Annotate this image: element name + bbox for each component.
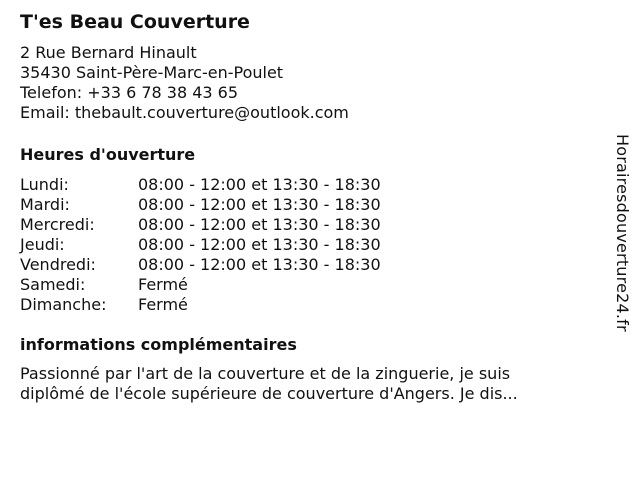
street-address: 2 Rue Bernard Hinault xyxy=(20,43,197,62)
day-label: Jeudi: xyxy=(20,235,65,254)
day-hours: 08:00 - 12:00 et 13:30 - 18:30 xyxy=(138,215,381,234)
day-label: Dimanche: xyxy=(20,295,107,314)
day-hours: 08:00 - 12:00 et 13:30 - 18:30 xyxy=(138,175,381,194)
business-name: T'es Beau Couverture xyxy=(20,11,250,33)
table-row xyxy=(20,175,381,195)
hours-table xyxy=(20,175,381,315)
info-description xyxy=(20,364,590,404)
table-row xyxy=(20,255,381,275)
day-hours: Fermé xyxy=(138,295,188,314)
hours-heading: Heures d'ouverture xyxy=(20,145,196,164)
email-address[interactable]: Email: thebault.couverture@outlook.com xyxy=(20,103,349,122)
day-label: Lundi: xyxy=(20,175,69,194)
table-row xyxy=(20,275,381,295)
info-heading: informations complémentaires xyxy=(20,335,297,354)
table-row xyxy=(20,295,381,315)
day-label: Mardi: xyxy=(20,195,70,214)
day-label: Vendredi: xyxy=(20,255,96,274)
day-hours: Fermé xyxy=(138,275,188,294)
site-watermark: Horairesdouverture24.fr xyxy=(613,134,632,332)
day-hours: 08:00 - 12:00 et 13:30 - 18:30 xyxy=(138,255,381,274)
phone-number[interactable]: Telefon: +33 6 78 38 43 65 xyxy=(20,83,239,102)
city-address: 35430 Saint-Père-Marc-en-Poulet xyxy=(20,63,284,82)
table-row xyxy=(20,215,381,235)
day-label: Samedi: xyxy=(20,275,86,294)
day-hours: 08:00 - 12:00 et 13:30 - 18:30 xyxy=(138,235,381,254)
business-card xyxy=(20,10,590,404)
description-line: Passionné par l'art de la couverture et de la zinguerie, je suis xyxy=(20,364,511,383)
table-row xyxy=(20,195,381,215)
day-hours: 08:00 - 12:00 et 13:30 - 18:30 xyxy=(138,195,381,214)
day-label: Mercredi: xyxy=(20,215,95,234)
address-block xyxy=(20,43,590,123)
table-row xyxy=(20,235,381,255)
description-line: diplômé de l'école supérieure de couverture d'Angers. Je dis... xyxy=(20,384,518,403)
